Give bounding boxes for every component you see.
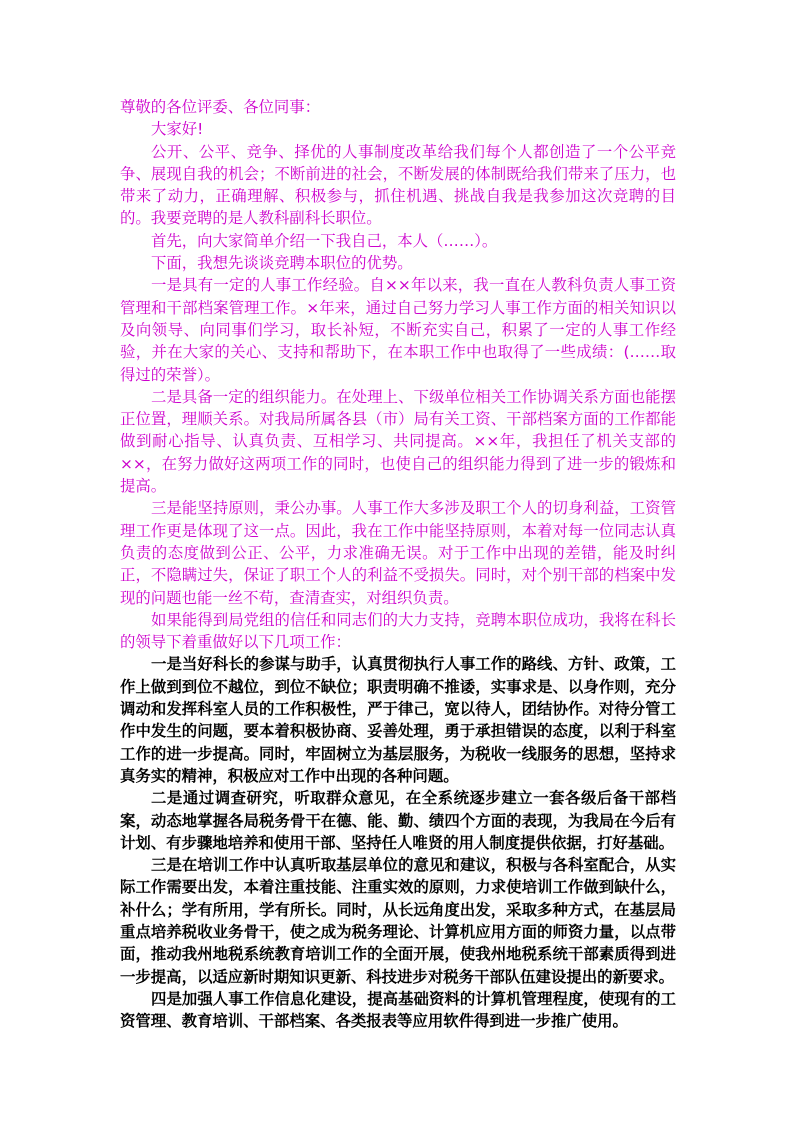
plan-2-paragraph: 二是通过调查研究，听取群众意见，在全系统逐步建立一套各级后备干部档案，动态地掌握各局税务骨干在德、能、勤、绩四个方面的表现，为我局在今后有计划、有步骤地培养和使用干部、坚持任人唯贤的用人制度提供依据，打好基础。	[120, 789, 676, 852]
self-intro-paragraph: 首先，向大家简单介绍一下我自己，本人（……）。	[151, 231, 498, 250]
advantage-1-paragraph: 一是具有一定的人事工作经验。自××年以来，我一直在人教科负责人事工资管理和干部档案管理工作。×年来，通过自己努力学习人事工作方面的相关知识以及向领导、向同事们学习，取长补短，不断充实自己，积累了一定的人事工作经验，并在大家的关心、支持和帮助下，在本职工作中也取得了一些成绩：(……取得过的荣誉）。	[120, 276, 676, 384]
advantage-2-paragraph: 二是具备一定的组织能力。在处理上、下级单位相关工作协调关系方面也能摆正位置，理顺关系。对我局所属各县（市）局有关工资、干部档案方面的工作都能做到耐心指导、认真负责、互相学习、共同提高。××年，我担任了机关支部的××，在努力做好这两项工作的同时，也使自己的组织能力得到了进一步的锻炼和提高。	[120, 387, 676, 496]
greeting-paragraph: 大家好!	[151, 120, 204, 139]
plan-3-paragraph: 三是在培训工作中认真听取基层单位的意见和建议，积极与各科室配合，从实际工作需要出发，本着注重技能、注重实效的原则，力求使培训工作做到缺什么，补什么；学有所用，学有所长。同时，从长远角度出发，采取多种方式，在基层局重点培养税收业务骨干，使之成为税务理论、计算机应用方面的师资力量，以点带面，推动我州地税系统教育培训工作的全面开展，使我州地税系统干部素质得到进一步提高，以适应新时期知识更新、科技进步对税务干部队伍建设提出的新要求。	[120, 856, 676, 986]
plans-intro-paragraph: 如果能得到局党组的信任和同志们的大力支持，竞聘本职位成功，我将在科长的领导下着重做好以下几项工作：	[120, 610, 676, 652]
plan-4-paragraph: 四是加强人事工作信息化建设，提高基础资料的计算机管理程度，使现有的工资管理、教育培训、干部档案、各类报表等应用软件得到进一步推广使用。	[120, 989, 676, 1031]
plan-1-paragraph: 一是当好科长的参谋与助手，认真贯彻执行人事工作的路线、方针、政策，工作上做到到位不越位，到位不缺位；职责明确不推诿，实事求是、以身作则，充分调动和发挥科室人员的工作积极性，严于律己，宽以待人，团结协作。对待分管工作中发生的问题，要本着积极协商、妥善处理，勇于承担错误的态度，以利于科室工作的进一步提高。同时，牢固树立为基层服务，为税收一线服务的思想，坚持求真务实的精神，积极应对工作中出现的各种问题。	[120, 655, 676, 785]
salutation: 尊敬的各位评委、各位同事：	[120, 98, 321, 116]
advantage-3-paragraph: 三是能坚持原则，秉公办事。人事工作大多涉及职工个人的切身利益，工资管理工作更是体现了这一点。因此，我在工作中能坚持原则，本着对每一位同志认真负责的态度做到公正、公平，力求准确无误。对于工作中出现的差错，能及时纠正，不隐瞒过失，保证了职工个人的利益不受损失。同时，对个别干部的档案中发现的问题也能一丝不苟，查清查实，对组织负责。	[120, 499, 676, 607]
advantages-intro-paragraph: 下面，我想先谈谈竞聘本职位的优势。	[151, 254, 413, 273]
intro-paragraph: 公开、公平、竞争、择优的人事制度改革给我们每个人都创造了一个公平竞争、展现自我的机会；不断前进的社会，不断发展的体制既给我们带来了压力，也带来了动力，正确理解、积极参与，抓住机遇、挑战自我是我参加这次竞聘的目的。我要竞聘的是人教科副科长职位。	[120, 142, 676, 228]
document-body	[120, 96, 676, 1032]
